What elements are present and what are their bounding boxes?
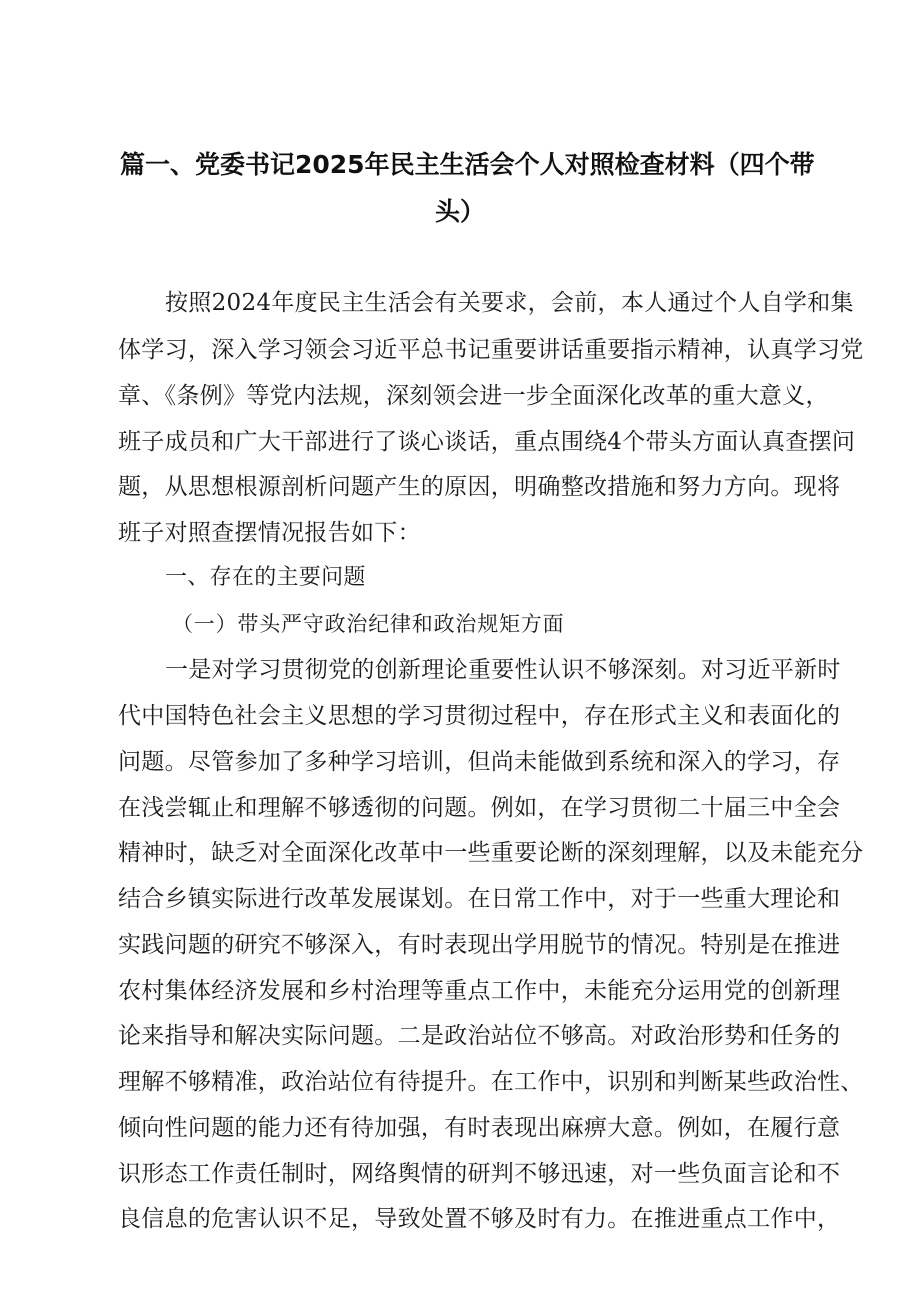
intro-paragraph-line: 体学习，深入学习领会习近平总书记重要讲话重要指示精神，认真学习党 [118,337,864,363]
intro-paragraph-line: 班子对照查摆情况报告如下： [118,520,421,546]
intro-paragraph-line: 题，从思想根源剖析问题产生的原因，明确整改措施和努力方向。现将 [118,474,841,500]
body-paragraph-line: 精神时，缺乏对全面深化改革中一些重要论断的深刻理解，以及未能充分 [118,840,864,866]
body-paragraph-line: 论来指导和解决实际问题。二是政治站位不够高。对政治形势和任务的 [118,1023,841,1049]
body-paragraph-line: 实践问题的研究不够深入，有时表现出学用脱节的情况。特别是在推进 [118,932,841,958]
intro-paragraph-line: 班子成员和广大干部进行了谈心谈话，重点围绕4个带头方面认真查摆问 [118,429,856,455]
body-paragraph-line: 在浅尝辄止和理解不够透彻的问题。例如，在学习贯彻二十届三中全会 [118,795,841,821]
body-paragraph-line: 结合乡镇实际进行改革发展谋划。在日常工作中，对于一些重大理论和 [118,886,841,912]
body-paragraph-line: 问题。尽管参加了多种学习培训，但尚未能做到系统和深入的学习，存 [118,749,841,775]
subsection-heading: （一）带头严守政治纪律和政治规矩方面 [172,612,565,636]
body-paragraph-line: 一是对学习贯彻党的创新理论重要性认识不够深刻。对习近平新时 [165,657,841,683]
body-paragraph-line: 倾向性问题的能力还有待加强，有时表现出麻痹大意。例如，在履行意 [118,1115,841,1141]
body-paragraph-line: 农村集体经济发展和乡村治理等重点工作中，未能充分运用党的创新理 [118,978,841,1004]
intro-paragraph-line: 按照2024年度民主生活会有关要求，会前，本人通过个人自学和集 [165,290,854,316]
body-paragraph-line: 理解不够精准，政治站位有待提升。在工作中，识别和判断某些政治性、 [118,1069,864,1095]
document-title-line-1: 篇一、党委书记2025年民主生活会个人对照检查材料（四个带 [120,150,815,179]
body-paragraph-line: 识形态工作责任制时，网络舆情的研判不够迅速，对一些负面言论和不 [118,1161,841,1187]
body-paragraph-line: 良信息的危害认识不足，导致处置不够及时有力。在推进重点工作中， [118,1206,841,1232]
intro-paragraph-line: 章、《条例》等党内法规，深刻领会进一步全面深化改革的重大意义， [118,383,829,409]
document-title-line-2: 头） [434,197,485,226]
section-heading: 一、存在的主要问题 [165,565,366,590]
body-paragraph-line: 代中国特色社会主义思想的学习贯彻过程中，存在形式主义和表面化的 [118,703,841,729]
